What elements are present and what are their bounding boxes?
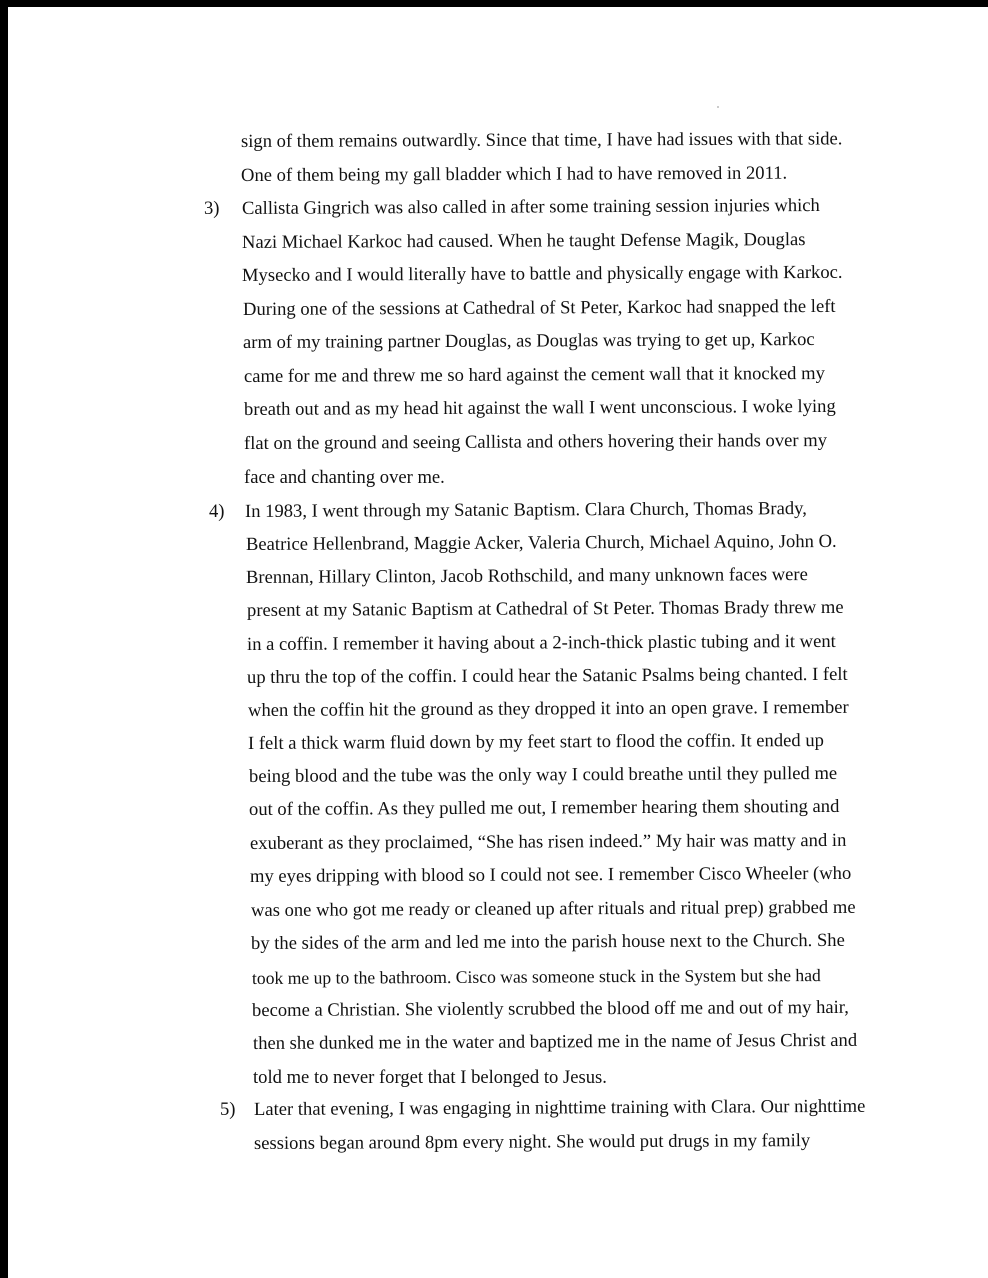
list-item-line: become a Christian. She violently scrubbed the blood off me and out of my hair, bbox=[251, 996, 849, 1021]
list-item-line: took me up to the bathroom. Cisco was someone stuck in the System but she had bbox=[251, 965, 821, 988]
list-item-line: sessions began around 8pm every night. She would put drugs in my family bbox=[253, 1130, 811, 1154]
list-item-line: Callista Gingrich was also called in after some training session injuries which bbox=[241, 194, 820, 219]
list-item-line: Nazi Michael Karkoc had caused. When he taught Defense Magik, Douglas bbox=[241, 229, 806, 253]
list-item-line: out of the coffin. As they pulled me out, I remember hearing them shouting and bbox=[248, 795, 840, 820]
list-item-number: 5) bbox=[220, 1099, 236, 1120]
list-item-line: During one of the sessions at Cathedral of St Peter, Karkoc had snapped the left bbox=[242, 295, 836, 320]
list-item-line: flat on the ground and seeing Callista and others hovering their hands over my bbox=[243, 429, 828, 454]
scan-speck bbox=[717, 106, 719, 108]
list-item-line: up thru the top of the coffin. I could hear the Satanic Psalms being chanted. I felt bbox=[246, 663, 848, 688]
list-item-line: Beatrice Hellenbrand, Maggie Acker, Valeria Church, Michael Aquino, John O. bbox=[245, 530, 837, 555]
list-item-line: in a coffin. I remember it having about a 2-inch-thick plastic tubing and it went bbox=[246, 630, 836, 655]
list-item-line: by the sides of the arm and led me into the parish house next to the Church. She bbox=[250, 929, 845, 954]
document-page bbox=[8, 7, 988, 1278]
paragraph-line: One of them being my gall bladder which I had to have removed in 2011. bbox=[240, 162, 788, 186]
list-item-line: exuberant as they proclaimed, “She has risen indeed.” My hair was matty and in bbox=[249, 829, 847, 854]
list-item-number: 3) bbox=[204, 198, 220, 219]
list-item-number: 4) bbox=[209, 501, 225, 522]
list-item-line: I felt a thick warm fluid down by my feet start to flood the coffin. It ended up bbox=[247, 729, 824, 754]
list-item-line: present at my Satanic Baptism at Cathedral of St Peter. Thomas Brady threw me bbox=[246, 596, 844, 621]
list-item-line: when the coffin hit the ground as they dropped it into an open grave. I remember bbox=[247, 696, 849, 721]
list-item-line: face and chanting over me. bbox=[244, 467, 445, 488]
paragraph-line: sign of them remains outwardly. Since that time, I have had issues with that side. bbox=[240, 128, 843, 152]
list-item-line: told me to never forget that I belonged to Jesus. bbox=[253, 1067, 607, 1088]
list-item-line: my eyes dripping with blood so I could not see. I remember Cisco Wheeler (who bbox=[249, 862, 852, 887]
list-item-line: being blood and the tube was the only way I could breathe until they pulled me bbox=[248, 762, 838, 787]
list-item-line: came for me and threw me so hard against the cement wall that it knocked my bbox=[243, 362, 825, 387]
list-item-line: Later that evening, I was engaging in nighttime training with Clara. Our nighttime bbox=[253, 1095, 866, 1120]
list-item-line: Mysecko and I would literally have to battle and physically engage with Karkoc. bbox=[241, 261, 843, 286]
list-item-line: Brennan, Hillary Clinton, Jacob Rothschild, and many unknown faces were bbox=[245, 564, 808, 588]
list-item-line: In 1983, I went through my Satanic Baptism. Clara Church, Thomas Brady, bbox=[244, 498, 807, 522]
list-item-line: then she dunked me in the water and baptized me in the name of Jesus Christ and bbox=[252, 1029, 858, 1054]
list-item-line: was one who got me ready or cleaned up after rituals and ritual prep) grabbed me bbox=[250, 896, 856, 921]
list-item-line: breath out and as my head hit against the wall I went unconscious. I woke lying bbox=[243, 395, 836, 420]
list-item-line: arm of my training partner Douglas, as Douglas was trying to get up, Karkoc bbox=[242, 329, 815, 353]
